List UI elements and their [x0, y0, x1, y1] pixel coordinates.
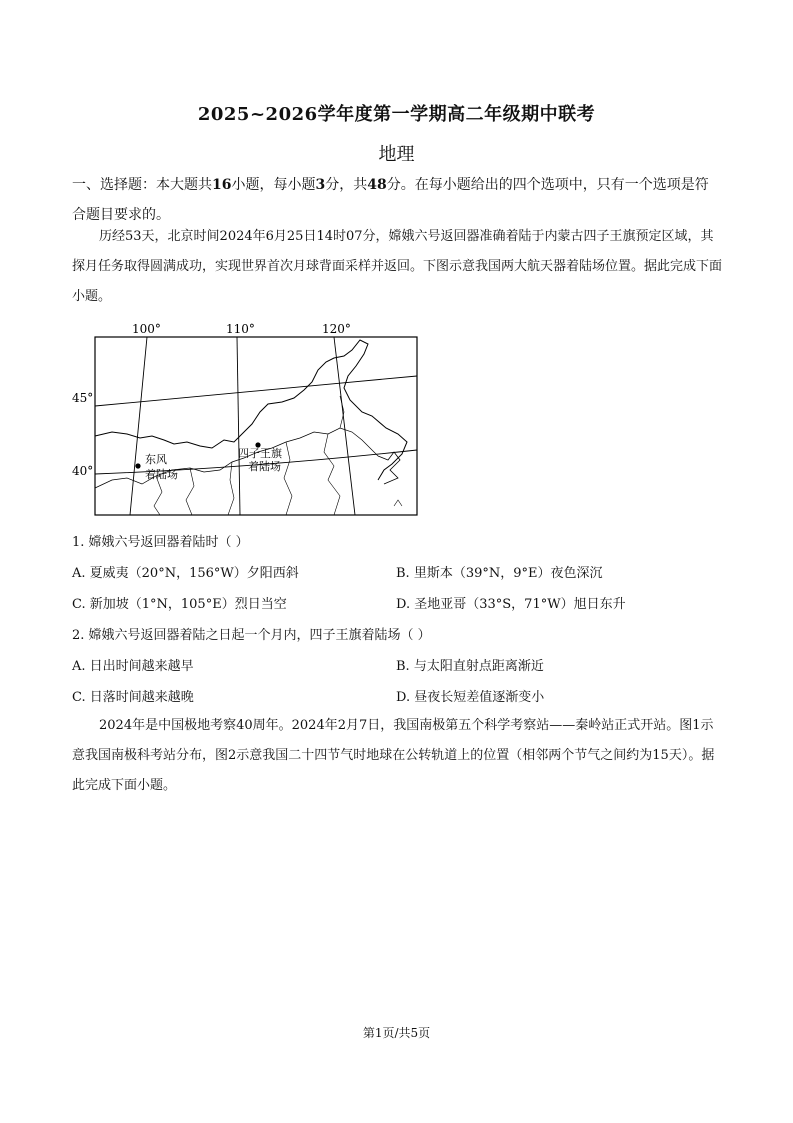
question-1-option-c: C. 新加坡（1°N，105°E）烈日当空: [72, 597, 287, 612]
landing-sites-map: [72, 320, 422, 520]
subject-title: 地理: [378, 144, 415, 165]
lon-label-100: 100°: [132, 322, 161, 336]
passage-2: 2024年是中国极地考察40周年。2024年2月7日，我国南极第五个科学考察站——秦岭站正式开站。图1示意我国南极科考站分布，图2示意我国二十四节气时地球在公转轨道上的位置（相邻两个节气之间约为15天）。据此完成下面小题。: [72, 718, 715, 793]
section-instructions: 一、选择题：本大题共16小题，每小题3分，共48分。在每小题给出的四个选项中，只有一个选项是符合题目要求的。: [72, 177, 709, 223]
page-footer: 第1页/共5页: [362, 1026, 431, 1040]
site1-label-a: 东风: [145, 453, 167, 466]
lon-label-120: 120°: [322, 322, 351, 336]
passage-1: 历经53天，北京时间2024年6月25日14时07分，嫦娥六号返回器准确着陆于内蒙古四子王旗预定区域，其探月任务取得圆满成功，实现世界首次月球背面采样并返回。下图示意我国两大航天器着陆场位置。据此完成下面小题。: [72, 229, 723, 304]
question-2-option-a: A. 日出时间越来越早: [72, 659, 194, 674]
lon-label-110: 110°: [226, 322, 255, 336]
question-1-stem: 1. 嫦娥六号返回器着陆时（ ）: [72, 535, 249, 550]
site1-label-b: 着陆场: [145, 468, 178, 481]
lat-label-45: 45°: [72, 391, 94, 405]
question-2-option-c: C. 日落时间越来越晚: [72, 690, 194, 705]
question-2-option-b: B. 与太阳直射点距离渐近: [396, 659, 544, 674]
question-1-option-d: D. 圣地亚哥（33°S，71°W）旭日东升: [396, 597, 626, 612]
dongfeng-site-marker: [135, 463, 140, 468]
question-2-stem: 2. 嫦娥六号返回器着陆之日起一个月内，四子王旗着陆场（ ）: [72, 628, 431, 643]
question-1-option-a: A. 夏威夷（20°N，156°W）夕阳西斜: [72, 566, 299, 581]
site2-label-b: 着陆场: [248, 460, 281, 473]
site2-label-a: 四子王旗: [238, 447, 282, 460]
question-2-option-d: D. 昼夜长短差值逐渐变小: [396, 690, 545, 705]
question-1-option-b: B. 里斯本（39°N，9°E）夜色深沉: [396, 566, 603, 581]
map-svg: [72, 320, 422, 520]
exam-title: 2025~2026学年度第一学期高二年级期中联考: [197, 104, 596, 125]
lat-label-40: 40°: [72, 464, 94, 478]
